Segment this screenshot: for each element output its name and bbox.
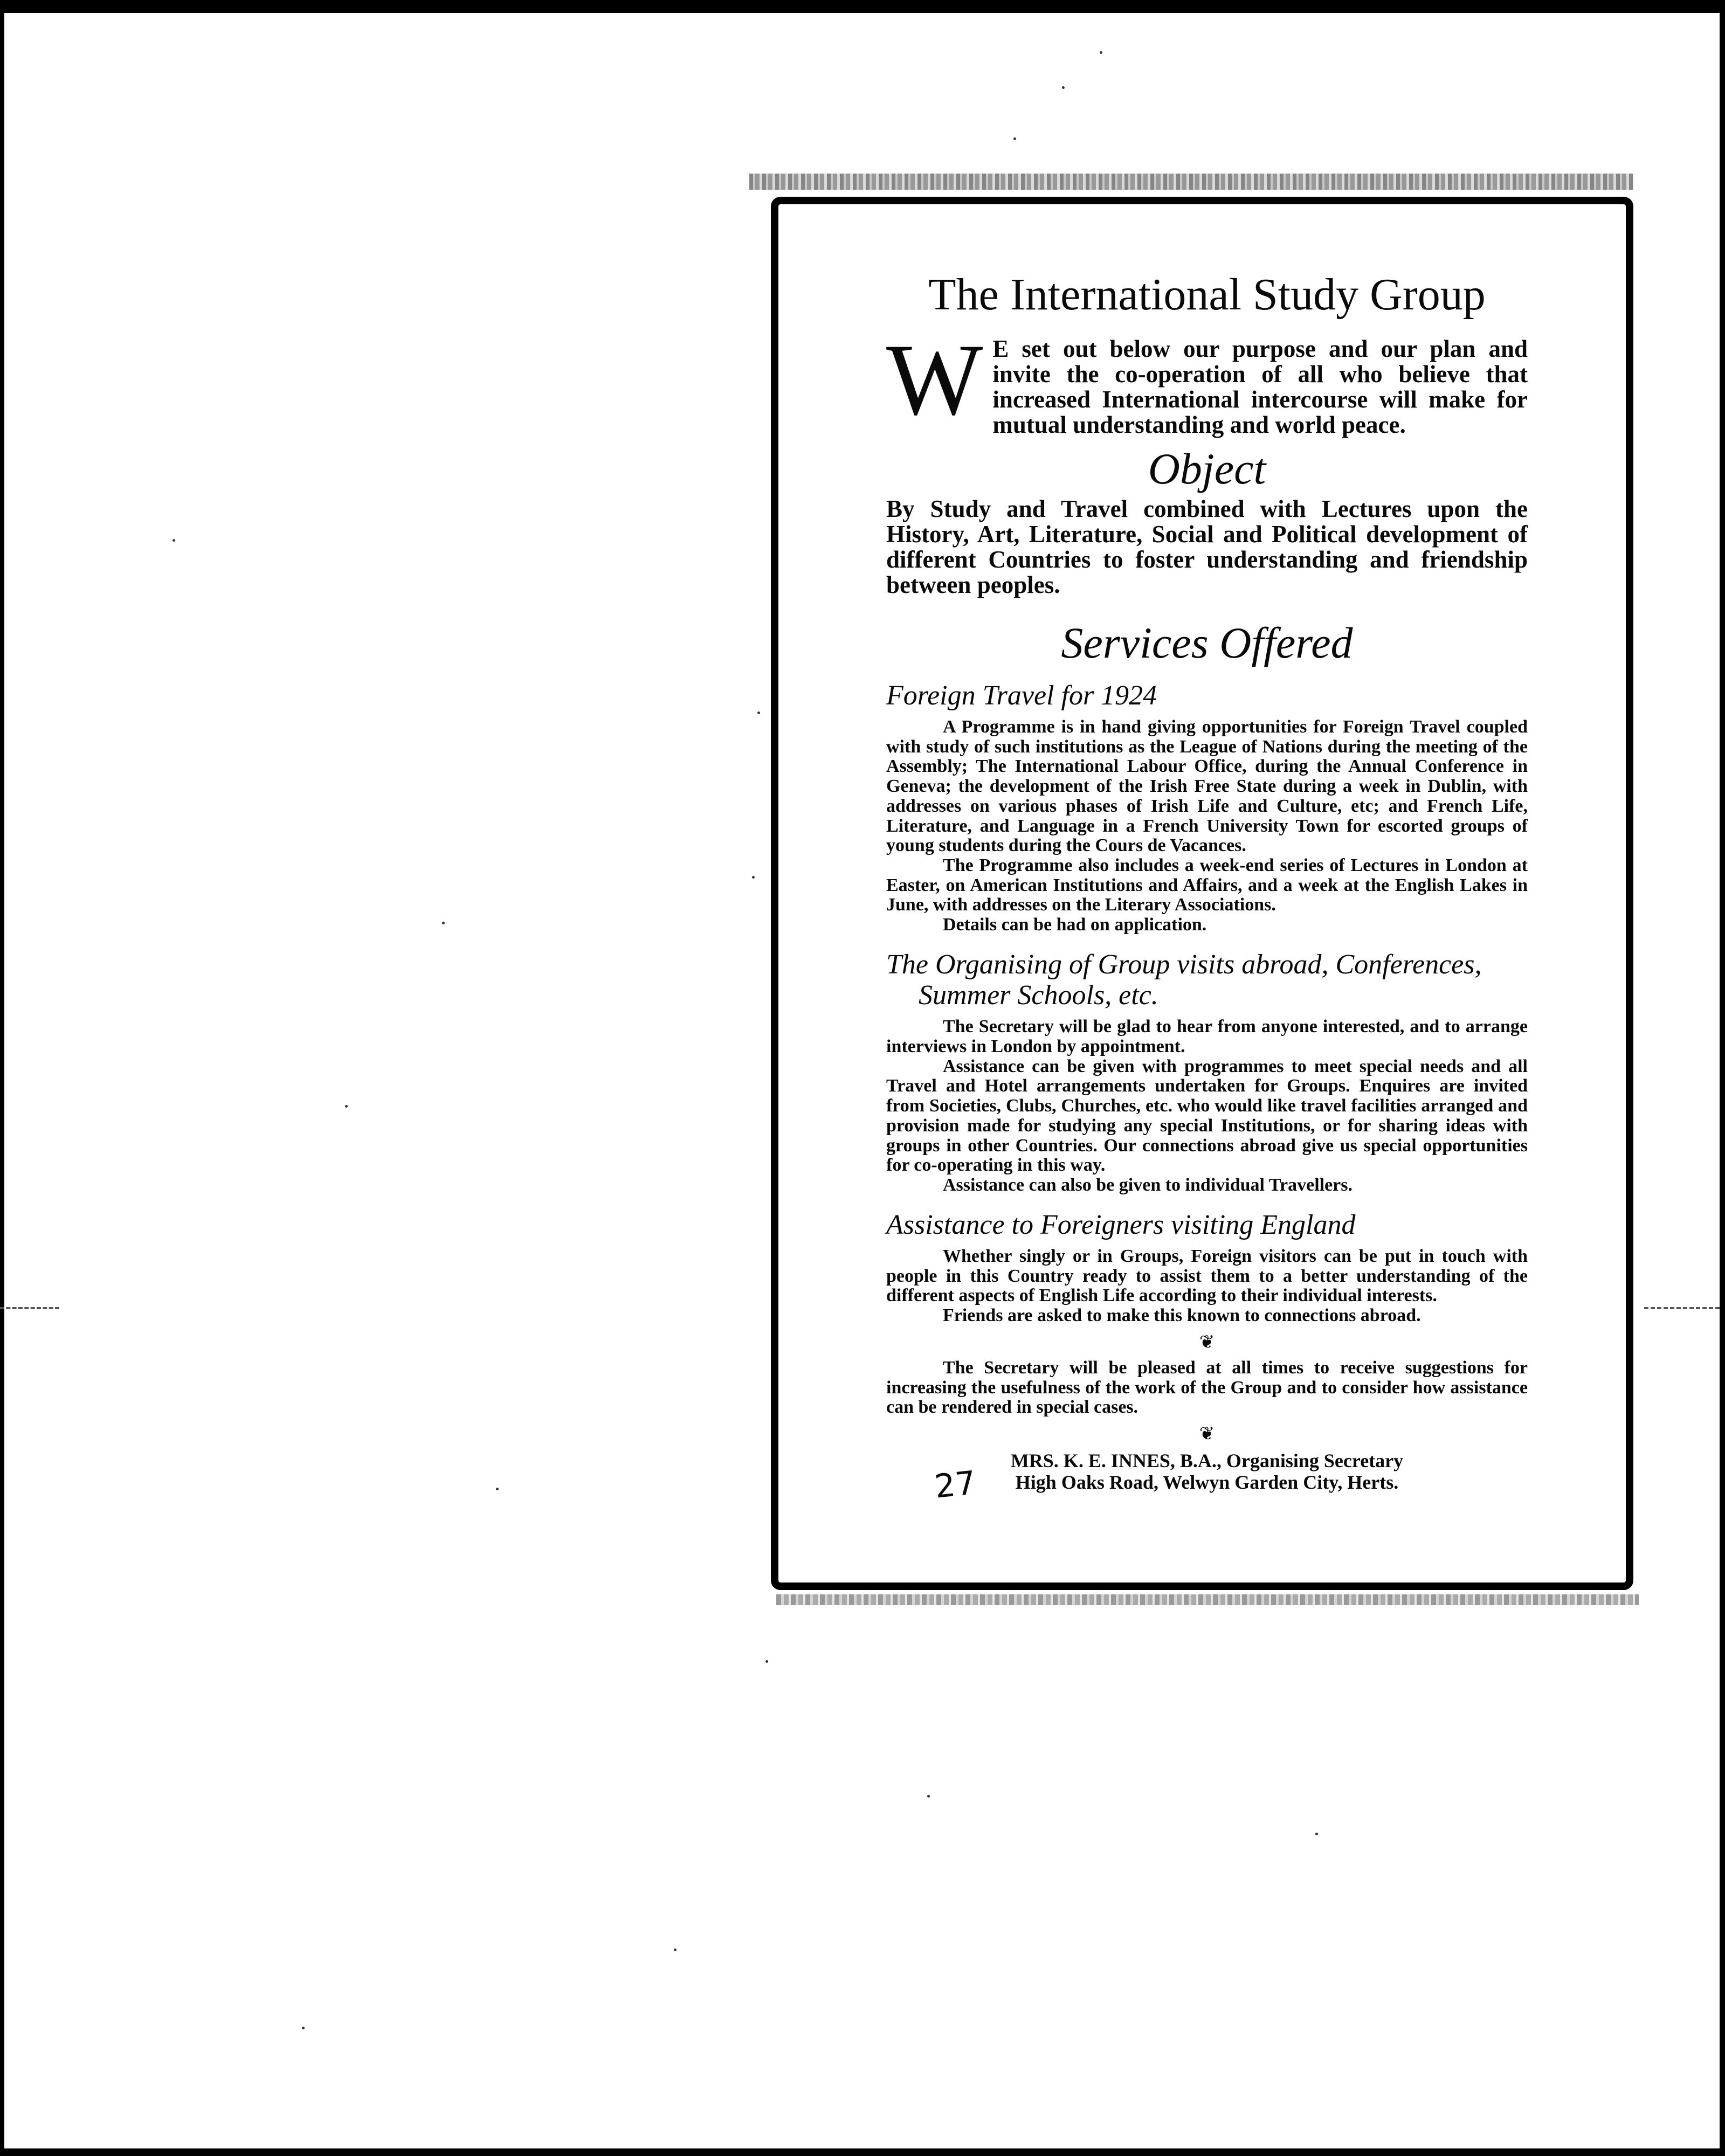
group-visits-heading [886,949,1528,1011]
fleuron-ornament: ❦ [1199,1423,1215,1444]
object-text: By Study and Travel combined with Lectures upon the History, Art, Literature, Social and Political development of different Countries to foster understanding and friendship between peoples. [886,495,1528,599]
group-visits-paragraph: The Secretary will be glad to hear from anyone interested, and to arrange interviews in London by appointment. [886,1017,1528,1056]
foreign-travel-paragraph: Details can be had on application. [943,915,1207,935]
intro-paragraph [886,323,1528,439]
scan-speck [442,922,445,924]
scan-speck [1013,137,1016,140]
foreign-travel-paragraph: A Programme is in hand giving opportunities for Foreign Travel coupled with study of such institutions as the League of Nations during the meeting of the Assembly; The International Labour Office, during the Annual Conference in Geneva; the development of the Irish Free State during a week in Dublin, with addresses on various phases of Irish Life and Culture, etc; and French Life, Literature, and Language in a French University Town for escorted groups of young students during the Cours de Vacances. [886,716,1528,856]
services-heading: Services Offered [1061,618,1353,667]
group-visits-heading-line2: Summer Schools, etc. [919,980,1158,1011]
group-visits-heading-line1: The Organising of Group visits abroad, Conferences, [886,949,1482,980]
handwritten-number: 27 [933,1464,978,1506]
paper-edge-top [749,174,1633,190]
scan-speck [765,1660,768,1663]
scan-border-bottom [0,2148,1725,2156]
scan-speck [345,1105,348,1108]
document-title: The International Study Group [928,270,1486,320]
scan-speck [172,539,175,542]
fold-mark-left [0,1307,59,1309]
fleuron-ornament: ❦ [1199,1332,1215,1352]
scan-speck [927,1795,930,1798]
drop-cap: W [886,323,983,437]
foreign-travel-heading: Foreign Travel for 1924 [886,680,1157,711]
scan-speck [496,1488,499,1490]
group-visits-paragraph: Assistance can be given with programmes to meet special needs and all Travel and Hotel arrangements undertaken for Groups. Enquires are invited from Societies, Clubs, Churches, etc. who would like travel facilities arranged and provision made for studying any special Institutions, or for sharing ideas with groups in other Countries. Our connections abroad give us special opportunities for co-operating in this way. [886,1056,1528,1176]
scan-speck [1315,1833,1318,1835]
intro-text: E set out below our purpose and our plan and invite the co-operation of all who believe that increased International intercourse will make for mutual understanding and world peace. [992,335,1528,439]
foreigners-paragraph: Whether singly or in Groups, Foreign visitors can be put in touch with people in this Country ready to assist them to a better understanding of the different aspects of English Life according to their individual interests. [886,1246,1528,1306]
scan-border-left [0,0,4,2156]
scan-speck [302,2027,305,2029]
scan-border-right [1720,0,1725,2156]
signature-line-2: High Oaks Road, Welwyn Garden City, Herts. [1015,1471,1399,1494]
group-visits-paragraph: Assistance can also be given to individual Travellers. [943,1175,1353,1195]
flyer-card [771,197,1633,1590]
scan-speck [757,711,760,714]
foreigners-paragraph: Friends are asked to make this known to connections abroad. [943,1305,1421,1326]
scan-speck [1062,86,1065,89]
scan-speck [674,1948,677,1951]
scan-speck [1100,51,1102,54]
scan-speck [752,876,755,879]
flyer-content [886,269,1528,1506]
signature-line-1: MRS. K. E. INNES, B.A., Organising Secretary [1010,1449,1404,1471]
foreigners-heading: Assistance to Foreigners visiting England [886,1209,1356,1240]
scan-border-top [0,0,1725,13]
closing-paragraph: The Secretary will be pleased at all times to receive suggestions for increasing the usefulness of the work of the Group and to consider how assistance can be rendered in special cases. [886,1357,1528,1418]
fold-mark-right [1644,1307,1720,1309]
object-heading: Object [1148,444,1266,493]
signature-block [886,1449,1528,1506]
paper-edge-bottom [776,1594,1639,1605]
foreign-travel-paragraph: The Programme also includes a week-end series of Lectures in London at Easter, on American Institutions and Affairs, and a week at the English Lakes in June, with addresses on the Literary Associations. [886,855,1528,915]
